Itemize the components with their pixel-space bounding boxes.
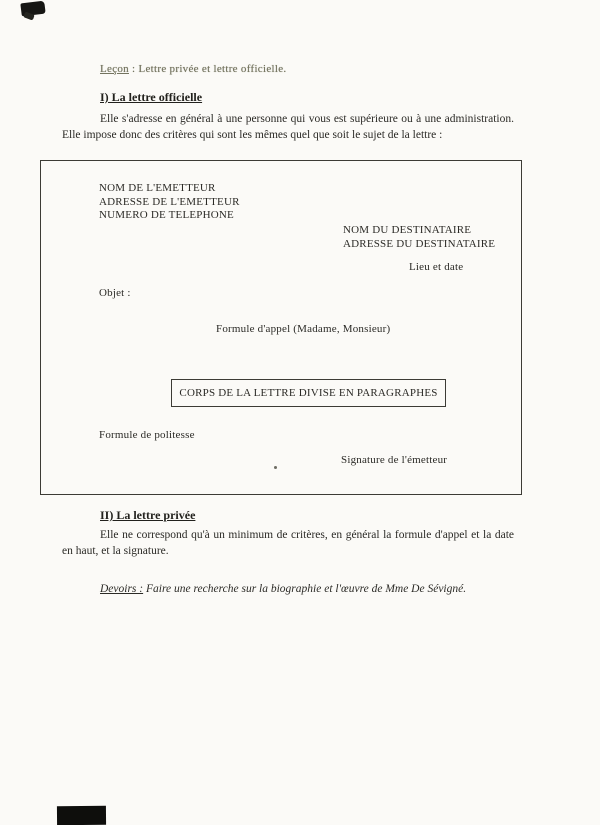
lesson-heading: [100, 63, 286, 75]
homework-line: [100, 583, 466, 595]
scan-artifact-bottom-left: [57, 806, 106, 825]
section-official-title: I) La lettre officielle: [100, 90, 203, 104]
letter-body-box: [171, 379, 446, 407]
section-official-paragraph: Elle s'adresse en général à une personne qui vous est supérieure ou à une administration. Elle impose donc des critères qui sont les mêmes quel que soit le sujet de la lettre :: [62, 113, 514, 141]
sender-phone: NUMERO DE TELEPHONE: [99, 209, 234, 221]
sender-name: NOM DE L'EMETTEUR: [99, 182, 216, 194]
closing-line: Formule de politesse: [99, 429, 195, 441]
place-and-date: Lieu et date: [409, 261, 464, 273]
sender-address: ADRESSE DE L'EMETTEUR: [99, 195, 240, 208]
lesson-heading-label: Leçon: [100, 63, 129, 75]
section-private-paragraph: Elle ne correspond qu'à un minimum de critères, en général la formule d'appel et la date en haut, et la signature.: [62, 529, 514, 557]
section-private-title: II) La lettre privée: [100, 508, 196, 522]
letter-template-diagram: [40, 160, 522, 495]
lesson-heading-rest: : Lettre privée et lettre officielle.: [128, 63, 287, 75]
salutation-line: Formule d'appel (Madame, Monsieur): [216, 323, 391, 335]
recipient-address: ADRESSE DU DESTINATAIRE: [343, 237, 496, 250]
homework-text: Faire une recherche sur la biographie et l'œuvre de Mme De Sévigné.: [143, 583, 467, 595]
recipient-block: [343, 224, 495, 251]
homework-label: Devoirs :: [100, 583, 144, 595]
recipient-name: NOM DU DESTINATAIRE: [343, 224, 472, 236]
signature-line: Signature de l'émetteur: [341, 454, 448, 466]
subject-label: Objet :: [99, 287, 131, 299]
letter-body-label: CORPS DE LA LETTRE DIVISE EN PARAGRAPHES: [179, 387, 438, 399]
sender-block: [99, 182, 240, 223]
